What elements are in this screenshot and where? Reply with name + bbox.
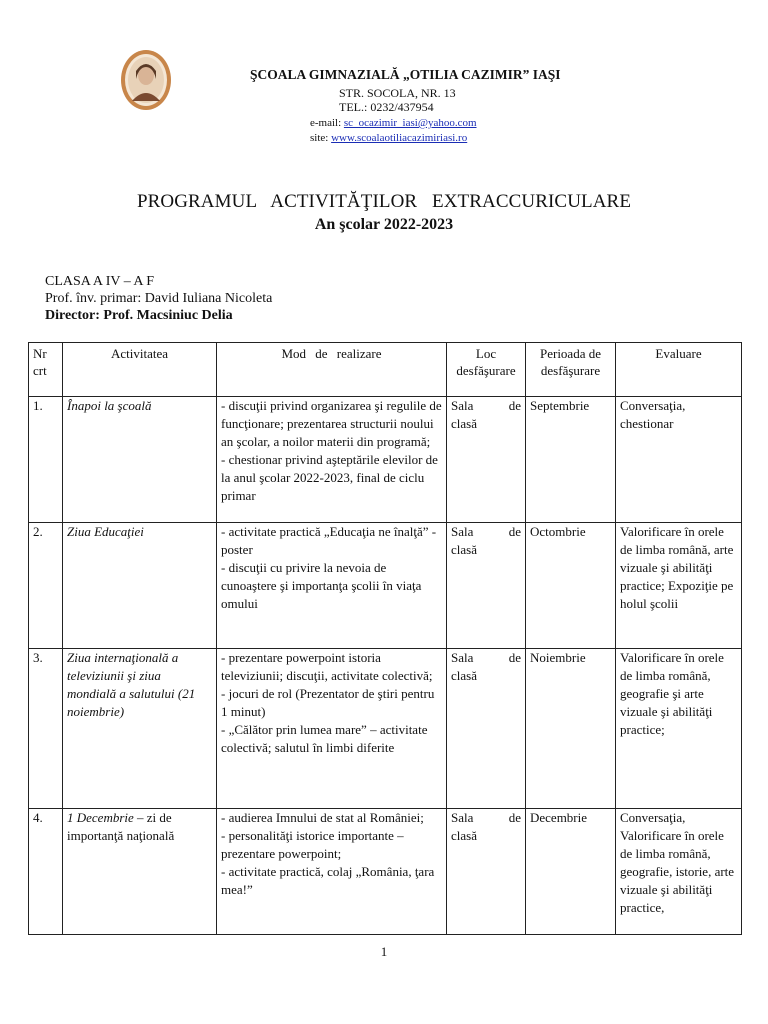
row-period: Septembrie: [526, 397, 616, 523]
site-link[interactable]: www.scoalaotiliacazimiriasi.ro: [331, 132, 468, 144]
mode-line: - personalităţi istorice importante – prezentare powerpoint;: [221, 828, 404, 861]
email-link[interactable]: sc_ocazimir_iasi@yahoo.com: [343, 117, 477, 129]
table-row: [29, 809, 742, 935]
row-evaluation: Valorificare în orele de limba română, geografie şi arte vizuale şi abilităţi practice;: [616, 649, 742, 809]
site-label: site:: [310, 132, 329, 144]
row-activity: Ziua internaţională a televiziunii şi ziua mondială a salutului (21 noiembrie): [63, 649, 217, 809]
row-evaluation: Conversaţia, Valorificare în orele de limba română, geografie, istorie, arte vizuale şi abilităţi practice,: [616, 809, 742, 935]
mode-line: - discuţii privind organizarea şi regulile de funcţionare; prezentarea structurii noului an şcolar, a noilor materii din programă;: [221, 398, 442, 449]
place-word: Sala: [451, 524, 474, 539]
header-mode: Mod de realizare: [217, 343, 447, 397]
mode-line: - „Călător prin lumea mare” – activitate colectivă; salutul în limbi diferite: [221, 722, 428, 755]
row-period: Noiembrie: [526, 649, 616, 809]
place-word: de: [508, 398, 521, 413]
place-word: de: [508, 810, 521, 825]
row-mode: [217, 397, 447, 523]
table-header-row: [29, 343, 742, 397]
row-nr: 3.: [29, 649, 63, 809]
page-number: 1: [380, 944, 388, 959]
table-row: [29, 397, 742, 523]
document-subtitle: An şcolar 2022-2023: [314, 216, 454, 233]
row-mode: [217, 649, 447, 809]
row-nr: 1.: [29, 397, 63, 523]
row-nr: 2.: [29, 523, 63, 649]
header-nr: Nr crt: [29, 343, 63, 397]
header-activity: Activitatea: [63, 343, 217, 397]
activity-rest: – zi de importanţă naţională: [67, 810, 175, 843]
mode-line: - activitate practică „Educaţia ne înalţă” - poster: [221, 524, 437, 557]
row-activity: Înapoi la şcoală: [63, 397, 217, 523]
table-row: [29, 523, 742, 649]
header-evaluation: Evaluare: [616, 343, 742, 397]
row-place: [447, 649, 526, 809]
activities-table: [28, 342, 742, 935]
school-site-line: [310, 131, 610, 146]
row-evaluation: Conversaţia, chestionar: [616, 397, 742, 523]
row-mode: [217, 523, 447, 649]
school-phone: TEL.: 0232/437954: [339, 100, 434, 114]
header-place: Loc desfăşurare: [447, 343, 526, 397]
row-activity: [63, 809, 217, 935]
row-place: [447, 809, 526, 935]
row-place: [447, 523, 526, 649]
row-period: Octombrie: [526, 523, 616, 649]
row-period: Decembrie: [526, 809, 616, 935]
email-label: e-mail:: [310, 117, 342, 129]
school-name: ŞCOALA GIMNAZIALĂ „OTILIA CAZIMIR” IAŞI: [250, 67, 561, 82]
place-word: Sala: [451, 650, 474, 665]
school-street: STR. SOCOLA, NR. 13: [339, 86, 456, 100]
row-mode: [217, 809, 447, 935]
document-title: PROGRAMUL ACTIVITĂŢILOR EXTRACCURICULARE: [136, 191, 632, 212]
place-word: clasă: [451, 668, 477, 683]
place-word: Sala: [451, 398, 474, 413]
activity-date: 1 Decembrie: [67, 810, 134, 825]
mode-line: - audierea Imnului de stat al României;: [221, 810, 424, 825]
mode-line: - discuţii cu privire la nevoia de cunoaştere şi importanţa şcolii în viaţa omului: [221, 560, 422, 611]
teacher-name: Prof. înv. primar: David Iuliana Nicoleta: [45, 291, 273, 306]
place-word: clasă: [451, 828, 477, 843]
director-name: Director: Prof. Macsiniuc Delia: [45, 308, 233, 323]
place-word: de: [508, 650, 521, 665]
table-row: [29, 649, 742, 809]
row-nr: 4.: [29, 809, 63, 935]
row-place: [447, 397, 526, 523]
row-activity: Ziua Educaţiei: [63, 523, 217, 649]
mode-line: - jocuri de rol (Prezentator de ştiri pentru 1 minut): [221, 686, 435, 719]
place-word: clasă: [451, 542, 477, 557]
header-period: Perioada de desfăşurare: [526, 343, 616, 397]
place-word: Sala: [451, 810, 474, 825]
mode-line: - activitate practică, colaj „România, ţara mea!”: [221, 864, 435, 897]
place-word: clasă: [451, 416, 477, 431]
school-logo: [120, 49, 172, 111]
mode-line: - prezentare powerpoint istoria televiziunii; discuţii, activitate colectivă;: [221, 650, 433, 683]
school-email-line: [310, 116, 610, 131]
row-evaluation: Valorificare în orele de limba română, arte vizuale şi abilităţi practice; Expoziţie pe holul şcolii: [616, 523, 742, 649]
mode-line: - chestionar privind aşteptările elevilor de la anul şcolar 2022-2023, final de ciclu primar: [221, 452, 438, 503]
class-name: CLASA A IV – A F: [45, 274, 155, 289]
place-word: de: [508, 524, 521, 539]
